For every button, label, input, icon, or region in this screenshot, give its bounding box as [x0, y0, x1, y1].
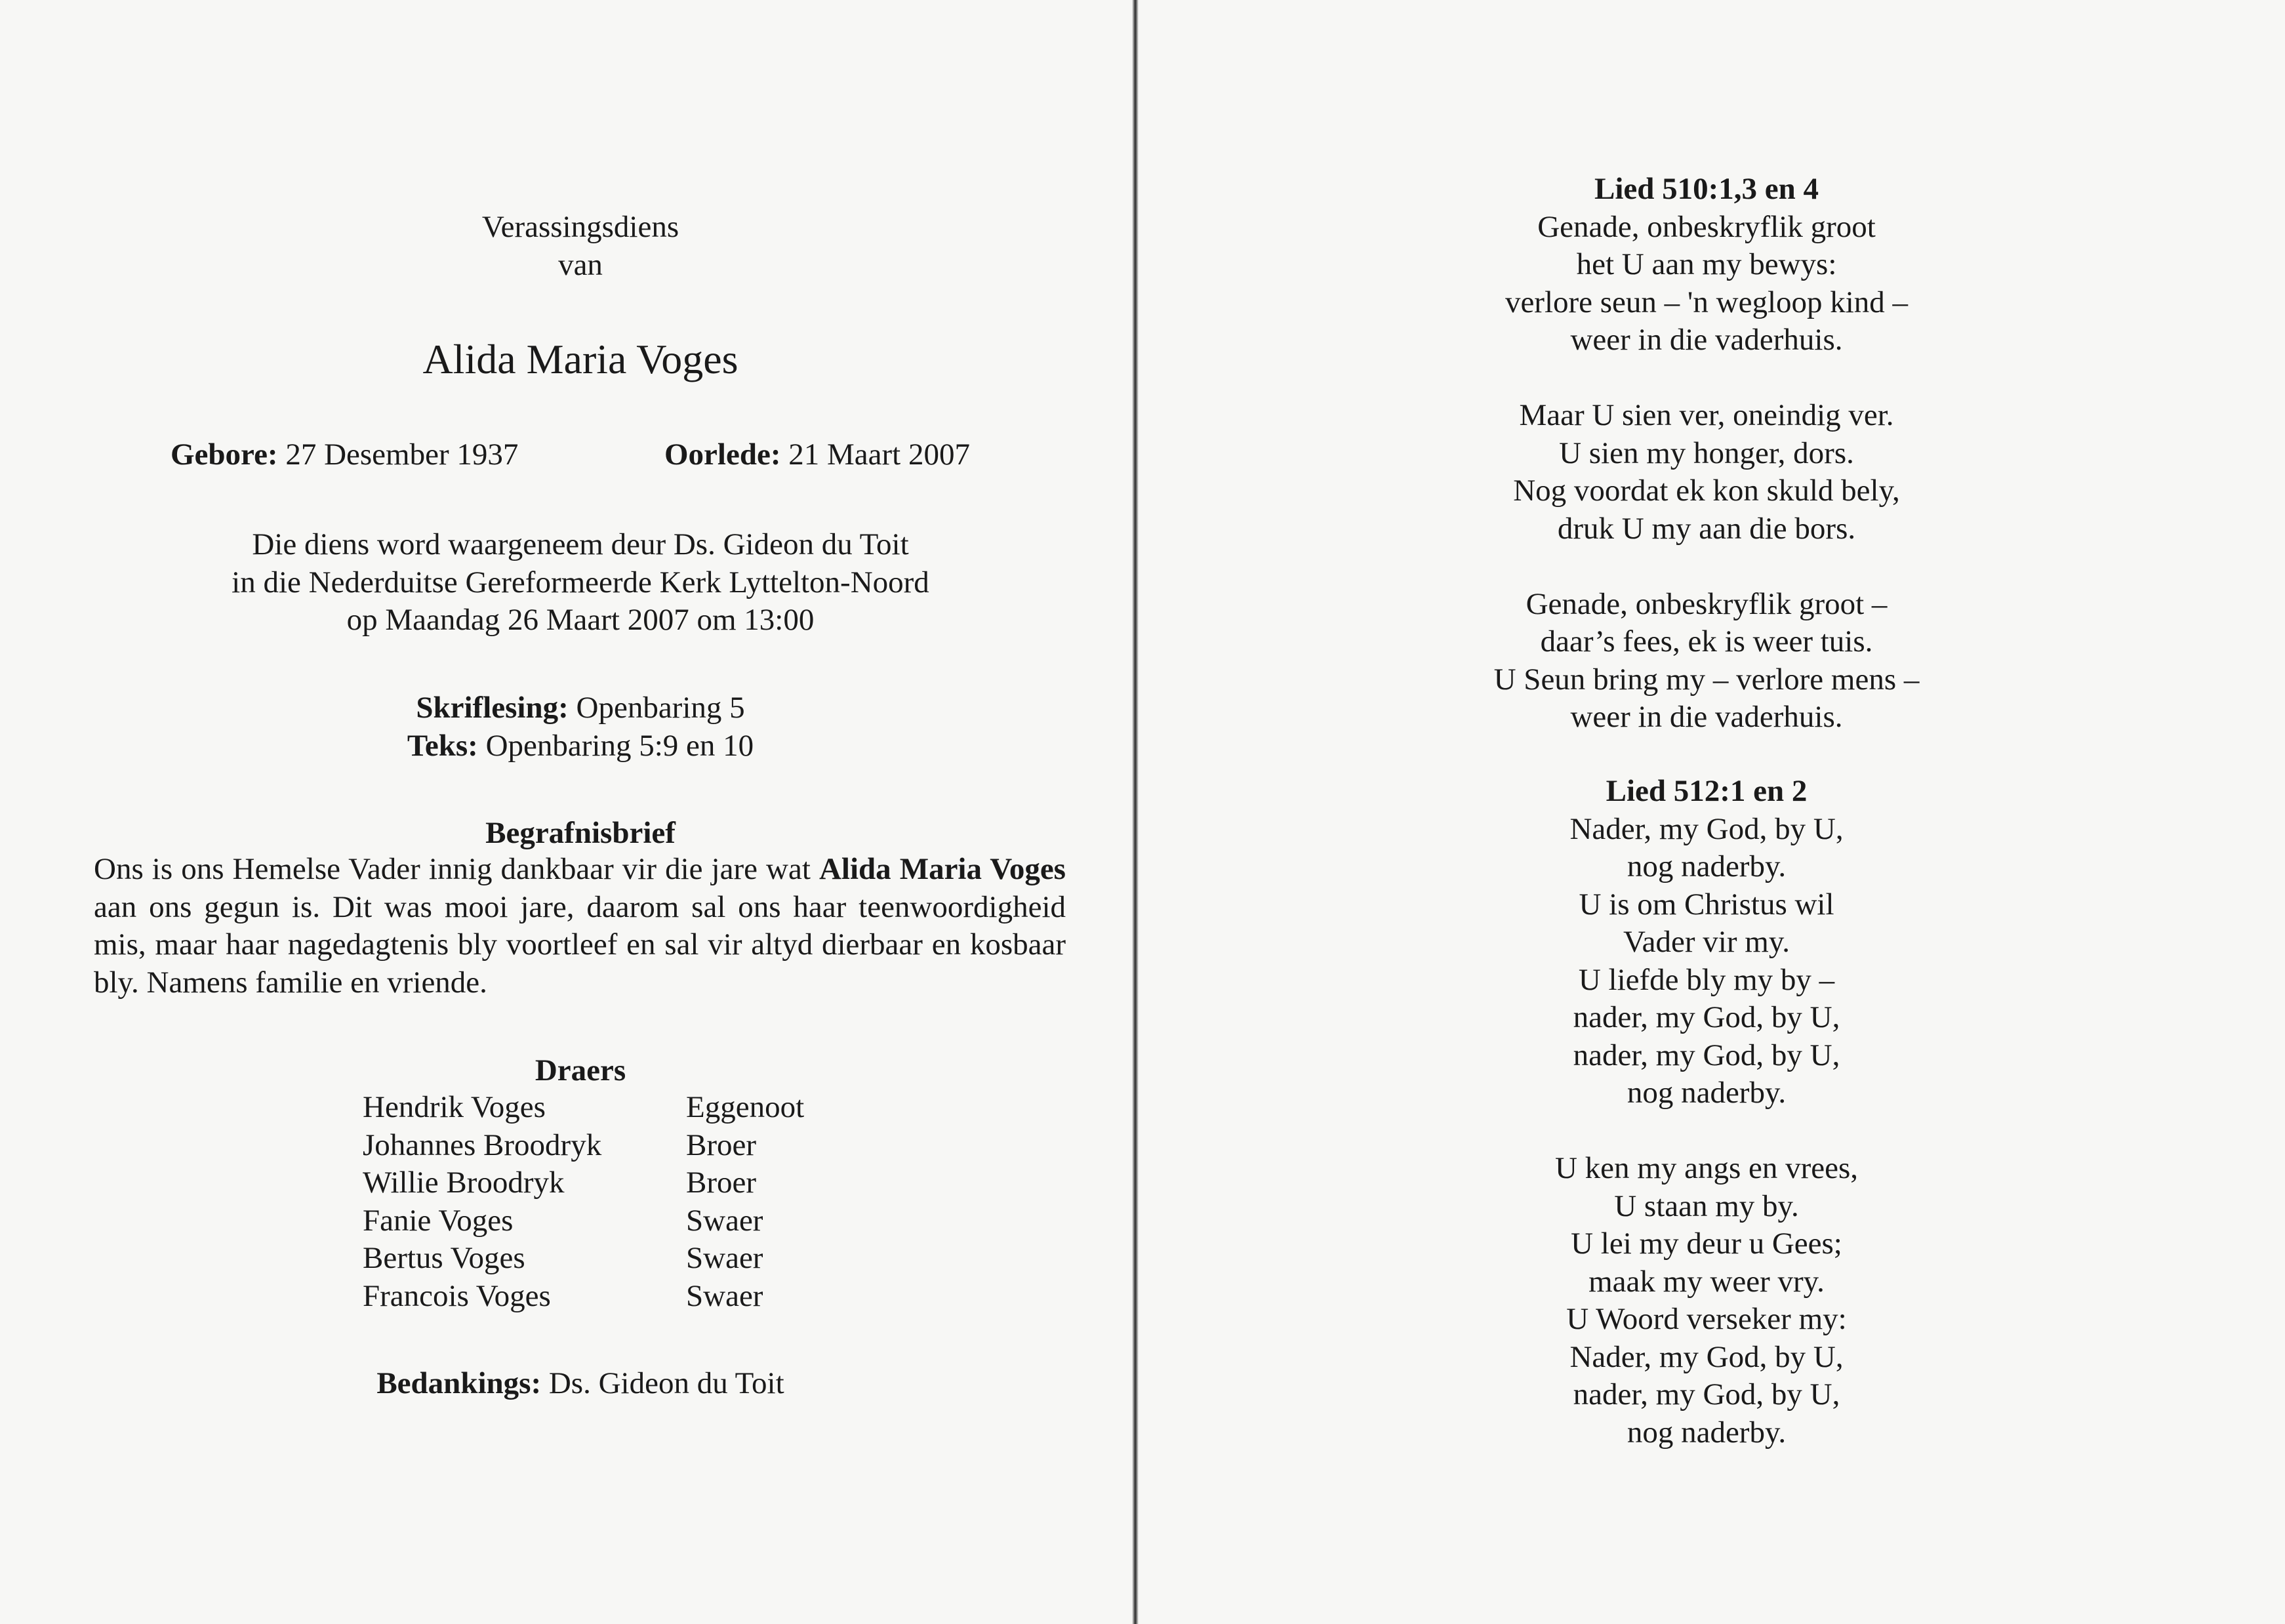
- hymn-line: het U aan my bewys:: [1576, 247, 1837, 281]
- bearer-name: Johannes Broodryk: [363, 1127, 602, 1162]
- service-title-line2: van: [558, 247, 603, 282]
- hymn-line: daar’s fees, ek is weer tuis.: [1540, 624, 1873, 659]
- hymn-line: Nog voordat ek kon skuld bely,: [1513, 474, 1900, 508]
- thanks-label: Bedankings:: [376, 1366, 542, 1400]
- thanks: [0, 1365, 1161, 1403]
- bearers-title: Draers: [535, 1053, 626, 1087]
- service-title-line1: Verassingsdiens: [481, 210, 679, 244]
- bearer-relation: Swaer: [686, 1241, 763, 1275]
- hymn-line: Genade, onbeskryflik groot: [1537, 209, 1876, 244]
- hymn-line: U liefde bly my by –: [1578, 962, 1835, 997]
- burial-letter-title: Begrafnisbrief: [485, 816, 676, 850]
- bearer-name: Willie Broodryk: [363, 1166, 565, 1200]
- list-item: [363, 1202, 804, 1240]
- readings: [0, 689, 1161, 765]
- hymn-stanza: [1141, 811, 2272, 1112]
- hymn-line: nader, my God, by U,: [1573, 1377, 1840, 1411]
- hymn-title: Lied 512:1 en 2: [1606, 774, 1808, 808]
- died-date: 21 Maart 2007: [788, 437, 970, 472]
- hymn-512: [1141, 773, 2272, 1451]
- hymn-line: Genade, onbeskryflik groot –: [1526, 586, 1888, 621]
- hymn-stanza: [1141, 209, 2272, 359]
- hymn-line: nog naderby.: [1627, 1076, 1787, 1110]
- hymn-stanza: [1141, 1150, 2272, 1451]
- hymn-line: U lei my deur u Gees;: [1571, 1227, 1842, 1261]
- burial-letter-text: [94, 851, 1066, 1002]
- died-label: Oorlede:: [664, 437, 781, 472]
- hymn-line: Nader, my God, by U,: [1569, 1339, 1844, 1374]
- text-label: Teks:: [407, 728, 478, 763]
- hymn-line: weer in die vaderhuis.: [1570, 323, 1843, 357]
- bearer-relation: Broer: [686, 1166, 757, 1200]
- hymn-line: U Woord verseker my:: [1566, 1302, 1847, 1336]
- list-item: [363, 1240, 804, 1278]
- burial-text-name: Alida Maria Voges: [819, 852, 1066, 886]
- hymn-line: weer in die vaderhuis.: [1570, 700, 1843, 734]
- sermon-text: [0, 727, 1161, 765]
- service-line-1: Die diens word waargeneem deur Ds. Gideon du Toit: [252, 527, 909, 561]
- died-info: [664, 436, 970, 474]
- hymn-line: nader, my God, by U,: [1573, 1038, 1840, 1072]
- reading-value: Openbaring 5: [576, 691, 745, 725]
- list-item: [363, 1164, 804, 1202]
- born-info: [171, 436, 518, 474]
- hymn-stanza: [1141, 586, 2272, 737]
- thanks-value: Ds. Gideon du Toit: [548, 1366, 784, 1400]
- born-date: 27 Desember 1937: [285, 437, 519, 472]
- bearer-name: Hendrik Voges: [363, 1090, 546, 1124]
- hymn-line: U staan my by.: [1614, 1188, 1799, 1223]
- hymn-title: Lied 510:1,3 en 4: [1594, 172, 1819, 206]
- hymn-line: verlore seun – 'n wegloop kind –: [1505, 285, 1909, 319]
- hymn-line: U ken my angs en vrees,: [1554, 1151, 1859, 1185]
- born-label: Gebore:: [171, 437, 278, 472]
- bearer-relation: Swaer: [686, 1278, 763, 1313]
- bearer-name: Fanie Voges: [363, 1203, 514, 1238]
- hymn-stanza: [1141, 397, 2272, 548]
- bearer-relation: Broer: [686, 1127, 757, 1162]
- service-title: [0, 209, 1161, 284]
- bearers-list: [363, 1089, 804, 1315]
- hymn-line: U is om Christus wil: [1579, 887, 1834, 922]
- hymn-510: [1141, 171, 2272, 737]
- hymn-line: Nader, my God, by U,: [1569, 811, 1844, 846]
- hymn-line: Vader vir my.: [1623, 925, 1790, 959]
- right-page: [1141, 0, 2285, 1624]
- hymn-line: maak my weer vry.: [1588, 1264, 1825, 1299]
- hymn-line: nog naderby.: [1627, 1415, 1787, 1450]
- burial-text-part1: Ons is ons Hemelse Vader innig dankbaar vir die jare wat: [94, 852, 819, 886]
- bearer-relation: Swaer: [686, 1203, 763, 1238]
- scripture-reading: [0, 689, 1161, 727]
- service-line-2: in die Nederduitse Gereformeerde Kerk Lyttelton-Noord: [232, 565, 929, 599]
- bearer-name: Francois Voges: [363, 1278, 551, 1313]
- hymn-line: druk U my aan die bors.: [1557, 511, 1856, 546]
- page-fold-divider: [1132, 0, 1139, 1624]
- list-item: [363, 1089, 804, 1127]
- hymn-line: nog naderby.: [1627, 849, 1787, 883]
- burial-text-part2: aan ons gegun is. Dit was mooi jare, daarom sal ons haar teenwoordigheid mis, maar haar nagedagtenis bly voortleef en sal vir altyd dierbaar en kosbaar bly. Namens familie en vriende.: [94, 889, 1066, 1000]
- list-item: [363, 1278, 804, 1316]
- service-line-3: op Maandag 26 Maart 2007 om 13:00: [346, 603, 815, 637]
- reading-label: Skriflesing:: [416, 691, 569, 725]
- left-page: [0, 0, 1135, 1624]
- text-value: Openbaring 5:9 en 10: [485, 728, 754, 763]
- hymn-line: U Seun bring my – verlore mens –: [1493, 662, 1920, 697]
- hymn-line: Maar U sien ver, oneindig ver.: [1519, 398, 1894, 432]
- hymn-line: nader, my God, by U,: [1573, 1000, 1840, 1034]
- bearer-name: Bertus Voges: [363, 1241, 525, 1275]
- hymn-line: U sien my honger, dors.: [1559, 436, 1854, 470]
- service-details: [0, 526, 1161, 639]
- list-item: [363, 1127, 804, 1165]
- bearer-relation: Eggenoot: [686, 1090, 805, 1124]
- deceased-name: Alida Maria Voges: [422, 336, 738, 382]
